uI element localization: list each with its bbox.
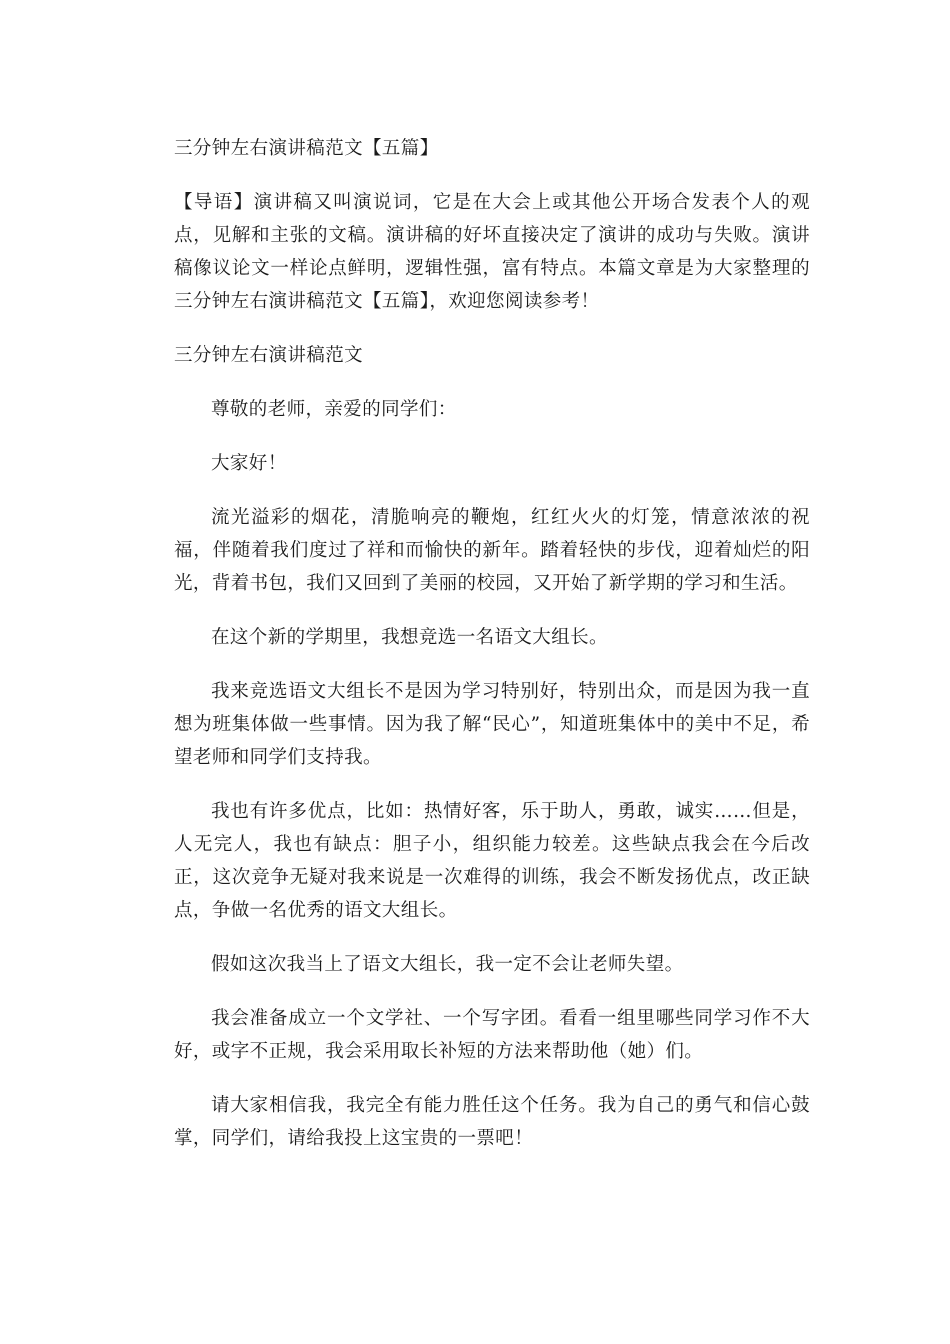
document-title: 三分钟左右演讲稿范文【五篇】 xyxy=(174,138,439,159)
closing-paragraph: 请大家相信我，我完全有能力胜任这个任务。我为自己的勇气和信心鼓掌，同学们，请给我投上这宝贵的一票吧！ xyxy=(174,1095,810,1149)
section-title: 三分钟左右演讲稿范文 xyxy=(174,345,364,366)
salutation-paragraph: 尊敬的老师，亲爱的同学们： xyxy=(211,399,457,420)
intro-paragraph: 【导语】演讲稿又叫演说词，它是在大会上或其他公开场合发表个人的观点，见解和主张的文稿。演讲稿的好坏直接决定了演讲的成功与失败。演讲稿像议论文一样论点鲜明，逻辑性强，富有特点。本篇文章是为大家整理的三分钟左右演讲稿范文【五篇】，欢迎您阅读参考！ xyxy=(174,192,810,312)
body-paragraph: 我也有许多优点，比如：热情好客，乐于助人，勇敢，诚实……但是，人无完人，我也有缺点：胆子小，组织能力较差。这些缺点我会在今后改正，这次竞争无疑对我来说是一次难得的训练，我会不断发扬优点，改正缺点，争做一名优秀的语文大组长。 xyxy=(174,801,810,921)
document-body xyxy=(174,132,810,1176)
body-paragraph: 假如这次我当上了语文大组长，我一定不会让老师失望。 xyxy=(211,954,684,975)
body-paragraph: 在这个新的学期里，我想竞选一名语文大组长。 xyxy=(211,627,608,648)
body-paragraph: 我来竞选语文大组长不是因为学习特别好，特别出众，而是因为我一直想为班集体做一些事情。因为我了解“民心”，知道班集体中的美中不足，希望老师和同学们支持我。 xyxy=(174,681,810,768)
greeting-paragraph: 大家好！ xyxy=(211,453,287,474)
body-paragraph: 流光溢彩的烟花，清脆响亮的鞭炮，红红火火的灯笼，情意浓浓的祝福，伴随着我们度过了祥和而愉快的新年。踏着轻快的步伐，迎着灿烂的阳光，背着书包，我们又回到了美丽的校园，又开始了新学期的学习和生活。 xyxy=(174,507,810,594)
body-paragraph: 我会准备成立一个文学社、一个写字团。看看一组里哪些同学习作不大好，或字不正规，我会采用取长补短的方法来帮助他（她）们。 xyxy=(174,1008,810,1062)
